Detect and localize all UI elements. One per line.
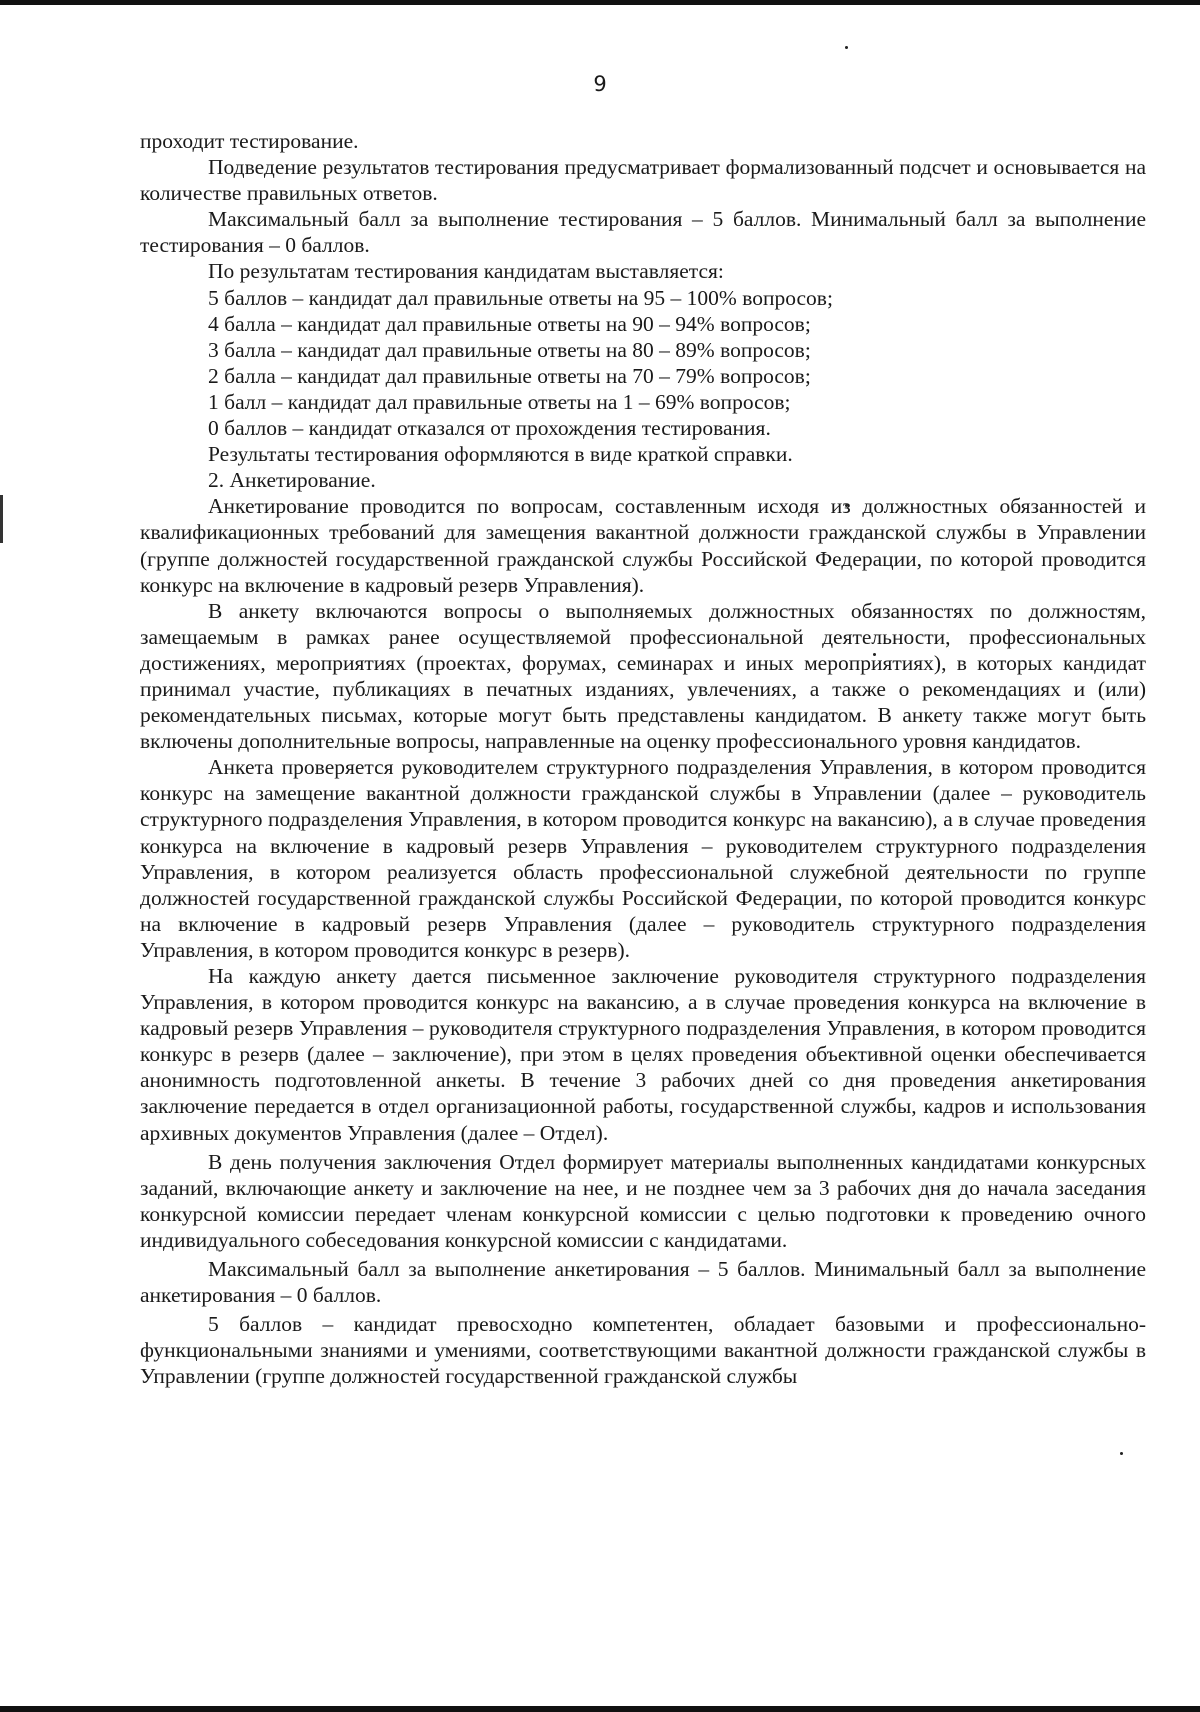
paragraph: Анкета проверяется руководителем структурного подразделения Управления, в котором проводится конкурс на замещение вакантной должности гражданской службы в Управлении (далее – руководитель структурного подразделения Управления, в котором проводится конкурс на вакансию), а в случае проведения конкурса на включение в кадровый резерв Управления – руководителем структурного подразделения Управления, в котором реализуется область профессиональной служебной деятельности по группе должностей государственной гражданской службы Российской Федерации, по которой проводится конкурс на включение в кадровый резерв Управления (далее – руководитель структурного подразделения Управления, в котором проводится конкурс в резерв). [140, 755, 1146, 962]
paragraph: Анкетирование проводится по вопросам, составленным исходя из должностных обязанностей и квалификационных требований для замещения вакантной должности гражданской службы в Управлении (группе должностей государственной гражданской службы Российской Федерации, по которой проводится конкурс на включение в кадровый резерв Управления). [140, 494, 1146, 597]
scan-border-bottom [0, 1706, 1200, 1712]
paragraph: Результаты тестирования оформляются в виде краткой справки. [208, 442, 793, 467]
scan-speck [1120, 1452, 1123, 1455]
paragraph: По результатам тестирования кандидатам выставляется: [208, 259, 724, 284]
score-list-item: 0 баллов – кандидат отказался от прохождения тестирования. [208, 416, 771, 441]
paragraph: Подведение результатов тестирования предусматривает формализованный подсчет и основывается на количестве правильных ответов. [140, 155, 1146, 206]
document-body [140, 128, 1146, 1390]
paragraph: На каждую анкету дается письменное заключение руководителя структурного подразделения Управления, в котором проводится конкурс на вакансию, а в случае проведения конкурса на включение в кадровый резерв Управления – руководителя структурного подразделения Управления, в котором проводится конкурс в резерв (далее – заключение), при этом в целях проведения объективной оценки обеспечивается анонимность подготовленной анкеты. В течение 3 рабочих дней со дня проведения анкетирования заключение передается в отдел организационной работы, государственной службы, кадров и использования архивных документов Управления (далее – Отдел). [140, 964, 1146, 1145]
scan-speck [845, 46, 848, 49]
paragraph: В анкету включаются вопросы о выполняемых должностных обязанностях по должностям, замещаемым в рамках ранее осуществляемой профессиональной деятельности, профессиональных достижениях, мероприятиях (проектах, форумах, семинарах и иных мероприятиях), в которых кандидат принимал участие, публикациях в печатных изданиях, увлечениях, а также о рекомендациях и (или) рекомендательных письмах, которые могут быть представлены кандидатом. В анкету также могут быть включены дополнительные вопросы, направленные на оценку профессионального уровня кандидатов. [140, 598, 1146, 754]
score-list-item: 5 баллов – кандидат дал правильные ответы на 95 – 100% вопросов; [208, 285, 833, 310]
paragraph: 5 баллов – кандидат превосходно компетентен, обладает базовыми и профессионально-функциональными знаниями и умениями, соответствующими вакантной должности гражданской службы в Управлении (группе должностей государственной гражданской службы [140, 1312, 1146, 1389]
score-list-item: 3 балла – кандидат дал правильные ответы на 80 – 89% вопросов; [208, 337, 811, 362]
section-heading: 2. Анкетирование. [208, 468, 376, 493]
paragraph: Максимальный балл за выполнение анкетирования – 5 баллов. Минимальный балл за выполнение анкетирования – 0 баллов. [140, 1257, 1146, 1308]
paragraph: Максимальный балл за выполнение тестирования – 5 баллов. Минимальный балл за выполнение тестирования – 0 баллов. [140, 207, 1146, 258]
scan-edge-left [0, 495, 3, 543]
paragraph: В день получения заключения Отдел формирует материалы выполненных кандидатами конкурсных заданий, включающие анкету и заключение на нее, и не позднее чем за 3 рабочих дня до начала заседания конкурсной комиссии передает членам конкурсной комиссии с целью подготовки к проведению очного индивидуального собеседования конкурсной комиссии с кандидатами. [140, 1149, 1146, 1252]
score-list-item: 1 балл – кандидат дал правильные ответы на 1 – 69% вопросов; [208, 389, 791, 414]
score-list-item: 2 балла – кандидат дал правильные ответы на 70 – 79% вопросов; [208, 363, 811, 388]
page-number: 9 [593, 72, 607, 96]
score-list-item: 4 балла – кандидат дал правильные ответы на 90 – 94% вопросов; [208, 311, 811, 336]
paragraph: проходит тестирование. [140, 129, 359, 153]
scan-border-top [0, 0, 1200, 5]
